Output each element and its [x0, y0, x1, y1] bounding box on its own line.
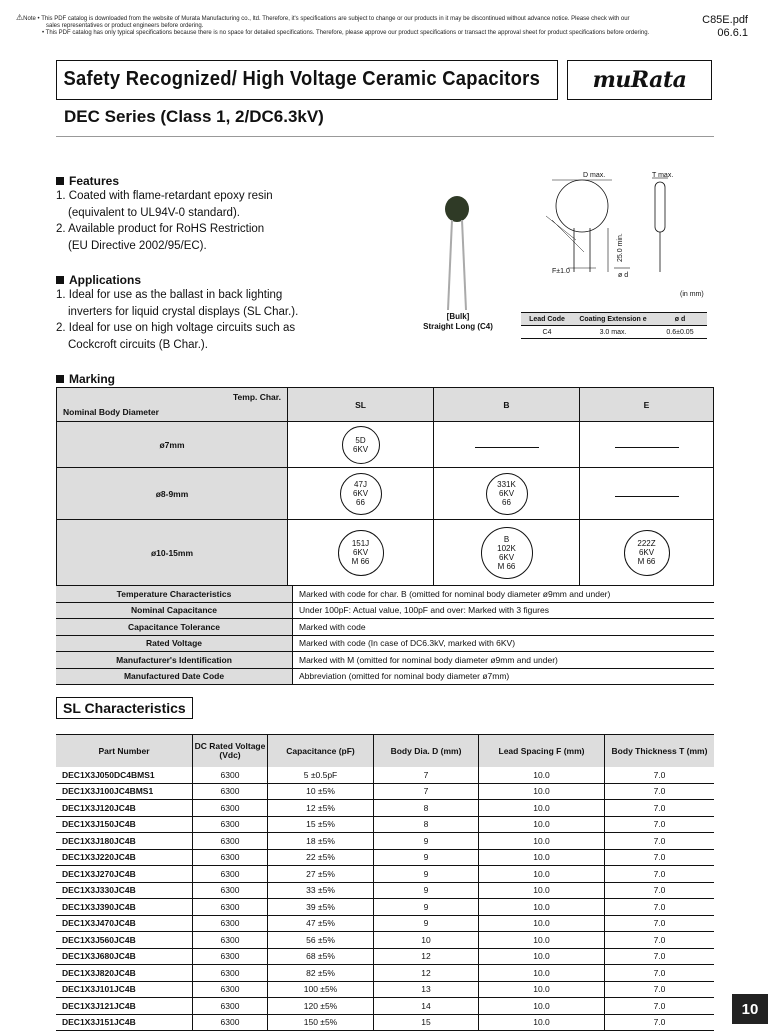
table-row [56, 783, 714, 800]
photo-caption [402, 312, 514, 332]
table-cell: 10.0 [479, 767, 605, 783]
table-cell: 9 [374, 899, 479, 916]
note-label: Note [23, 16, 36, 22]
table-row [56, 800, 714, 817]
square-bullet-icon [56, 375, 64, 383]
table-cell: 10 ±5% [268, 783, 374, 800]
table-cell: 10.0 [479, 965, 605, 982]
table-cell: 6300 [193, 981, 268, 998]
table-row: Manufacturer's Identification Marked with M (omitted for nominal body diameter ø9mm and under) [56, 652, 714, 669]
applications-section [56, 273, 396, 353]
phi-d-label: ø d [618, 272, 629, 279]
table-cell: 10.0 [479, 882, 605, 899]
table-cell: 7.0 [605, 783, 715, 800]
features-section [56, 174, 386, 254]
table-row [56, 1014, 714, 1031]
table-cell: 15 [374, 1014, 479, 1031]
marking-info-table [56, 586, 714, 685]
table-header: Part Number DC Rated Voltage (Vdc) Capacitance (pF) Body Dia. D (mm) Lead Spacing F (mm) Body Thickness T (mm) [56, 735, 714, 768]
part-number-cell: DEC1X3J220JC4B [56, 849, 193, 866]
list-item: 1. Ideal for use as the ballast in back lighting [56, 289, 283, 301]
table-cell: 6300 [193, 866, 268, 883]
t-max-label: T max. [652, 172, 674, 179]
sl-characteristics-heading: SL Characteristics [56, 697, 193, 719]
caption-type: Straight Long (C4) [423, 322, 493, 331]
table-cell: 9 [374, 882, 479, 899]
table-row: Manufactured Date Code Abbreviation (omitted for nominal body diameter ø7mm) [56, 668, 714, 685]
not-available-dash [615, 447, 679, 448]
table-header: Lead Code Coating Extension e ø d [521, 313, 707, 326]
part-number-cell: DEC1X3J151JC4B [56, 1014, 193, 1031]
part-number-cell: DEC1X3J150JC4B [56, 816, 193, 833]
table-cell: 150 ±5% [268, 1014, 374, 1031]
table-cell: 6300 [193, 816, 268, 833]
table-cell: 6300 [193, 783, 268, 800]
features-heading: Features [69, 174, 120, 188]
table-cell: 6300 [193, 849, 268, 866]
capacitor-photo [430, 192, 480, 312]
table-cell: 10.0 [479, 1014, 605, 1031]
table-cell: 33 ±5% [268, 882, 374, 899]
note-line-3: • This PDF catalog has only typical specifications because there is no space for detailed specifications. Therefore, please approve our product specifications or transact the approval sheet for product specifications before ordering. [42, 30, 650, 36]
applications-heading: Applications [69, 273, 142, 287]
note-line-1: • This PDF catalog is downloaded from the website of Murata Manufacturing co., ltd. Therefore, it's specifications are subject to change or our products in it may be discontinued without advance notice. Please check with our [37, 16, 630, 22]
units-label: (in mm) [680, 291, 704, 298]
part-number-cell: DEC1X3J050DC4BMS1 [56, 767, 193, 783]
not-available-dash [615, 496, 679, 497]
table-cell: 6300 [193, 767, 268, 783]
lead-wire [462, 220, 466, 310]
table-cell: 10 [374, 932, 479, 949]
table-row [56, 866, 714, 883]
table-cell: 10.0 [479, 948, 605, 965]
part-number-cell: DEC1X3J270JC4B [56, 866, 193, 883]
table-row [56, 833, 714, 850]
lead-wire [448, 220, 452, 310]
part-number-cell: DEC1X3J180JC4B [56, 833, 193, 850]
table-cell: 10.0 [479, 816, 605, 833]
table-cell: 13 [374, 981, 479, 998]
lead-code-table [521, 312, 707, 339]
body-outline [556, 180, 608, 232]
table-cell: 10.0 [479, 899, 605, 916]
table-cell: 7.0 [605, 932, 715, 949]
catalog-date: 06.6.1 [717, 27, 748, 39]
capacitor-body [445, 196, 469, 222]
list-item: 2. Ideal for use on high voltage circuits such as [56, 322, 296, 334]
table-cell: 10.0 [479, 981, 605, 998]
catalog-id [702, 14, 748, 40]
table-row [56, 948, 714, 965]
table-cell: 5 ±0.5pF [268, 767, 374, 783]
marking-table [56, 387, 714, 586]
table-cell: 6300 [193, 932, 268, 949]
corner-cell: Temp. Char. Nominal Body Diameter [57, 388, 288, 422]
table-cell: 9 [374, 915, 479, 932]
table-cell: 27 ±5% [268, 866, 374, 883]
table-row: Capacitance Tolerance Marked with code [56, 619, 714, 636]
table-cell: 10.0 [479, 783, 605, 800]
list-item: 1. Coated with flame-retardant epoxy resin [56, 190, 273, 202]
part-number-cell: DEC1X3J820JC4B [56, 965, 193, 982]
table-row [56, 998, 714, 1015]
table-cell: 7.0 [605, 866, 715, 883]
table-cell: 6300 [193, 915, 268, 932]
sl-characteristics-table [56, 734, 714, 1031]
not-available-dash [475, 447, 539, 448]
side-outline [655, 182, 665, 232]
table-cell: 12 [374, 948, 479, 965]
table-cell: 6300 [193, 948, 268, 965]
table-cell: 10.0 [479, 932, 605, 949]
table-cell: 7.0 [605, 998, 715, 1015]
table-cell: 8 [374, 816, 479, 833]
table-cell: 7.0 [605, 948, 715, 965]
part-number-cell: DEC1X3J100JC4BMS1 [56, 783, 193, 800]
table-cell: 6300 [193, 882, 268, 899]
table-row [56, 965, 714, 982]
lead-length-label: 25.0 min. [617, 233, 624, 262]
series-title: DEC Series (Class 1, 2/DC6.3kV) [64, 107, 324, 126]
table-cell: 47 ±5% [268, 915, 374, 932]
table-row [56, 899, 714, 916]
table-row: C4 3.0 max. 0.6±0.05 [521, 326, 707, 339]
table-cell: 22 ±5% [268, 849, 374, 866]
table-cell: 100 ±5% [268, 981, 374, 998]
table-cell: 56 ±5% [268, 932, 374, 949]
table-cell: 8 [374, 800, 479, 817]
list-item-cont: Cockcroft circuits (B Char.). [68, 338, 208, 351]
list-item-cont: (equivalent to UL94V-0 standard). [68, 206, 240, 219]
table-cell: 9 [374, 833, 479, 850]
brand-logo [567, 60, 712, 100]
part-number-cell: DEC1X3J101JC4B [56, 981, 193, 998]
table-cell: 82 ±5% [268, 965, 374, 982]
table-cell: 9 [374, 849, 479, 866]
table-row [56, 981, 714, 998]
table-header: Temp. Char. Nominal Body Diameter SL B E [57, 388, 714, 422]
part-number-cell: DEC1X3J121JC4B [56, 998, 193, 1015]
table-cell: 10.0 [479, 998, 605, 1015]
part-number-cell: DEC1X3J390JC4B [56, 899, 193, 916]
table-row [56, 767, 714, 783]
square-bullet-icon [56, 276, 64, 284]
table-cell: 10.0 [479, 800, 605, 817]
f-label: F±1.0 [552, 268, 570, 275]
table-cell: 7.0 [605, 767, 715, 783]
table-cell: 7.0 [605, 965, 715, 982]
catalog-file: C85E.pdf [702, 14, 748, 26]
table-cell: 7.0 [605, 816, 715, 833]
table-cell: 10.0 [479, 915, 605, 932]
table-cell: 39 ±5% [268, 899, 374, 916]
table-cell: 68 ±5% [268, 948, 374, 965]
table-cell: 7.0 [605, 1014, 715, 1031]
table-cell: 6300 [193, 965, 268, 982]
table-row [56, 932, 714, 949]
table-cell: 7.0 [605, 800, 715, 817]
table-cell: 120 ±5% [268, 998, 374, 1015]
table-cell: 10.0 [479, 849, 605, 866]
table-row [56, 915, 714, 932]
part-number-cell: DEC1X3J120JC4B [56, 800, 193, 817]
table-cell: 7.0 [605, 882, 715, 899]
table-row: Rated Voltage Marked with code (In case of DC6.3kV, marked with 6KV) [56, 635, 714, 652]
table-row [56, 816, 714, 833]
marking-circle: 47J 6KV 66 [340, 473, 382, 515]
part-number-cell: DEC1X3J680JC4B [56, 948, 193, 965]
marking-circle: 222Z 6KV M 66 [624, 530, 670, 576]
sl-table-body [56, 767, 714, 1031]
marking-circle: 5D 6KV [342, 426, 380, 464]
table-cell: 9 [374, 866, 479, 883]
part-number-cell: DEC1X3J560JC4B [56, 932, 193, 949]
marking-heading-row [56, 372, 115, 386]
table-cell: 10.0 [479, 833, 605, 850]
table-cell: 18 ±5% [268, 833, 374, 850]
part-number-cell: DEC1X3J470JC4B [56, 915, 193, 932]
table-cell: 7.0 [605, 899, 715, 916]
table-cell: 6300 [193, 800, 268, 817]
table-cell: 6300 [193, 1014, 268, 1031]
table-cell: 14 [374, 998, 479, 1015]
table-row [56, 849, 714, 866]
table-cell: 6300 [193, 899, 268, 916]
table-cell: 6300 [193, 998, 268, 1015]
marking-circle: B 102K 6KV M 66 [481, 527, 533, 579]
table-cell: 15 ±5% [268, 816, 374, 833]
table-cell: 7.0 [605, 833, 715, 850]
caption-bulk: [Bulk] [446, 312, 470, 321]
d-max-label: D max. [583, 172, 606, 179]
table-cell: 7.0 [605, 849, 715, 866]
table-row: ø8-9mm 47J 6KV 66 331K 6KV 66 [57, 468, 714, 520]
square-bullet-icon [56, 177, 64, 185]
page-title: Safety Recognized/ High Voltage Ceramic Capacitors [63, 68, 541, 90]
table-row: Nominal Capacitance Under 100pF: Actual value, 100pF and over: Marked with 3 figures [56, 602, 714, 619]
disclaimer-note [16, 14, 696, 37]
list-item: 2. Available product for RoHS Restriction [56, 223, 265, 235]
table-cell: 10.0 [479, 866, 605, 883]
table-cell: 7.0 [605, 981, 715, 998]
table-cell: 6300 [193, 833, 268, 850]
divider [56, 136, 714, 137]
marking-circle: 151J 6KV M 66 [338, 530, 384, 576]
table-cell: 12 [374, 965, 479, 982]
page-number: 10 [732, 994, 768, 1024]
table-row [56, 882, 714, 899]
warning-icon: ⚠ [16, 13, 24, 22]
marking-heading: Marking [69, 372, 116, 386]
table-cell: 7 [374, 767, 479, 783]
table-cell: 7.0 [605, 915, 715, 932]
title-box [56, 60, 558, 100]
marking-circle: 331K 6KV 66 [486, 473, 528, 515]
list-item-cont: inverters for liquid crystal displays (SL Char.). [68, 305, 299, 318]
table-row: ø7mm 5D 6KV [57, 422, 714, 468]
note-line-2: sales representatives or product engineers before ordering. [46, 23, 204, 29]
table-cell: 7 [374, 783, 479, 800]
logo-text: muRata [592, 67, 687, 93]
table-row: ø10-15mm 151J 6KV M 66 B 102K 6KV M 66 222Z 6KV M 66 [57, 520, 714, 586]
list-item-cont: (EU Directive 2002/95/EC). [68, 239, 207, 252]
table-cell: 12 ±5% [268, 800, 374, 817]
part-number-cell: DEC1X3J330JC4B [56, 882, 193, 899]
table-row: Temperature Characteristics Marked with code for char. B (omitted for nominal body diameter ø9mm and under) [56, 586, 714, 602]
